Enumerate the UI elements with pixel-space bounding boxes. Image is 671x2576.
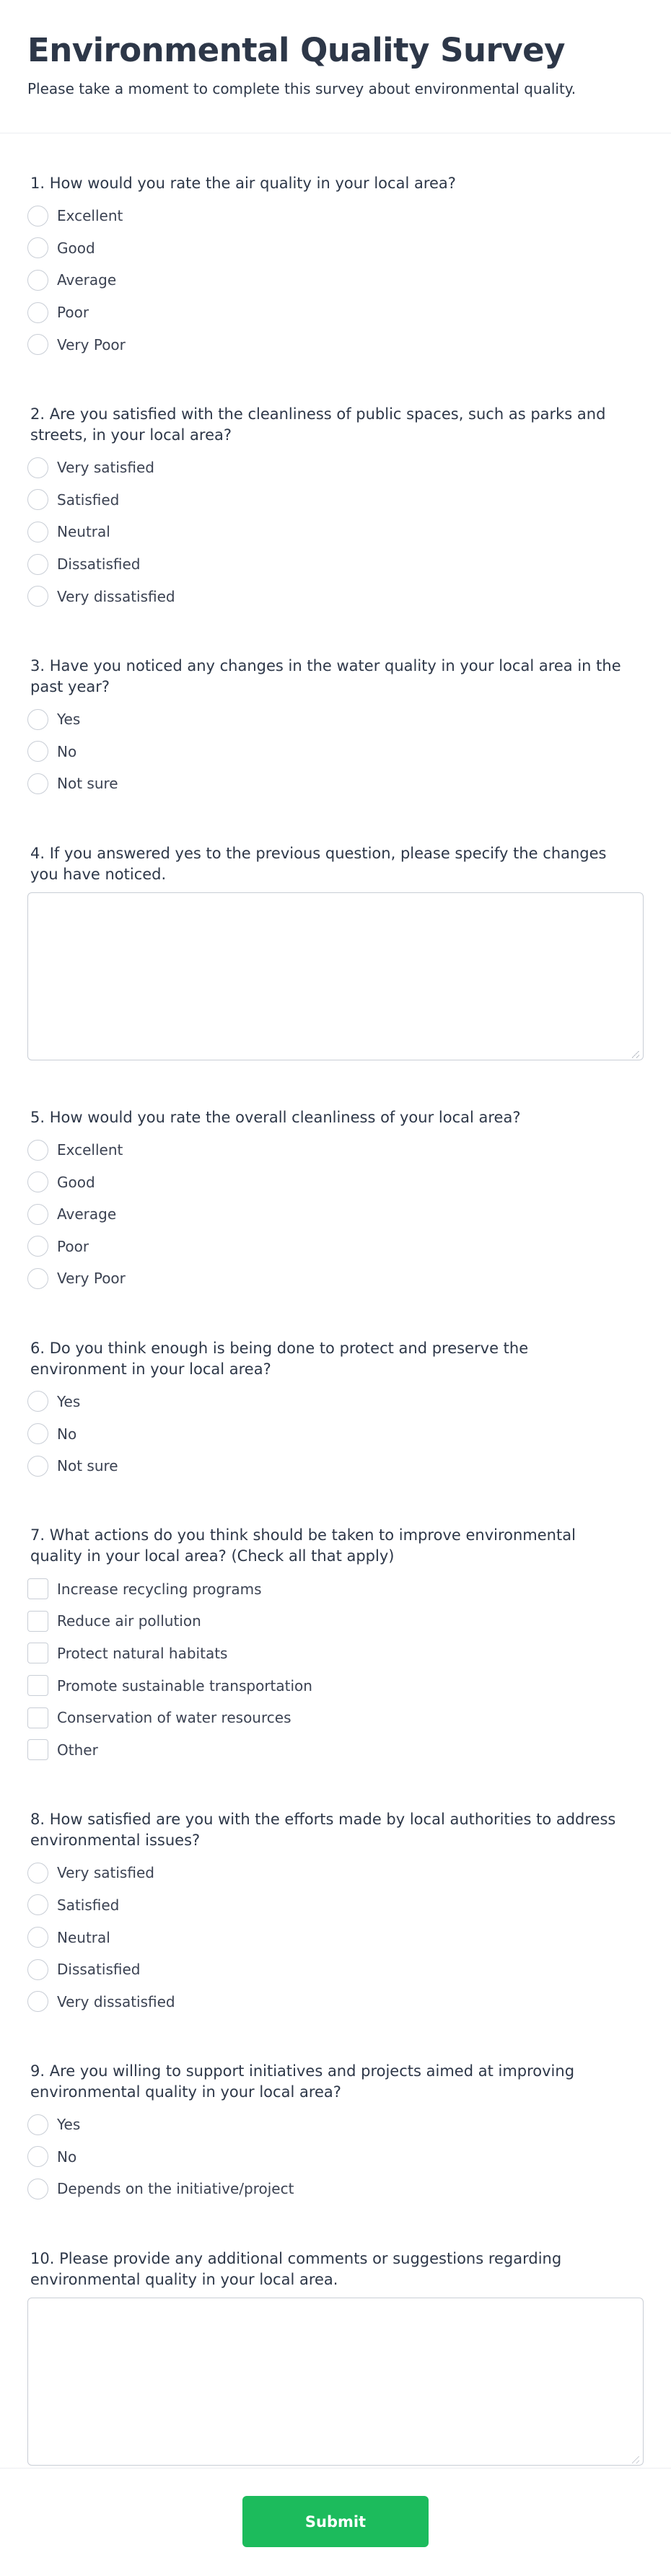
option-label: No: [57, 742, 77, 760]
radio-input[interactable]: [27, 2146, 48, 2167]
option-label: Poor: [57, 304, 89, 322]
radio-option[interactable]: [27, 1921, 644, 1953]
radio-input[interactable]: [27, 302, 48, 323]
textarea-wrapper: [27, 892, 644, 1064]
checkbox-input[interactable]: [27, 1643, 48, 1663]
survey-form: [0, 133, 671, 2469]
checkbox-option[interactable]: [27, 1733, 644, 1766]
radio-input[interactable]: [27, 2114, 48, 2135]
question-6: [27, 1338, 644, 1482]
answer-textarea[interactable]: [27, 2298, 644, 2466]
radio-option[interactable]: [27, 1166, 644, 1198]
checkbox-option[interactable]: [27, 1638, 644, 1670]
checkbox-option[interactable]: [27, 1573, 644, 1605]
radio-option[interactable]: [27, 548, 644, 581]
question-7: [27, 1525, 644, 1766]
page-subtitle: Please take a moment to complete this survey about environmental quality.: [27, 80, 576, 97]
option-label: Depends on the initiative/project: [57, 2180, 294, 2198]
option-label: Protect natural habitats: [57, 1644, 228, 1662]
option-label: Average: [57, 271, 117, 289]
option-label: No: [57, 2148, 77, 2166]
option-label: Very satisfied: [57, 1864, 154, 1882]
submit-button[interactable]: Submit: [242, 2496, 429, 2547]
radio-option[interactable]: [27, 1857, 644, 1889]
radio-input[interactable]: [27, 1959, 48, 1980]
question-1: [27, 173, 644, 361]
radio-option[interactable]: [27, 452, 644, 484]
radio-option[interactable]: [27, 1231, 644, 1263]
question-8: [27, 1809, 644, 2018]
radio-option[interactable]: [27, 1889, 644, 1922]
radio-input[interactable]: [27, 554, 48, 575]
option-label: Very satisfied: [57, 459, 154, 477]
radio-input[interactable]: [27, 1927, 48, 1948]
option-label: Not sure: [57, 1457, 118, 1475]
checkbox-input[interactable]: [27, 1707, 48, 1728]
radio-input[interactable]: [27, 489, 48, 510]
option-label: Excellent: [57, 1141, 123, 1159]
option-label: Poor: [57, 1237, 89, 1255]
radio-input[interactable]: [27, 206, 48, 227]
option-label: Yes: [57, 711, 81, 729]
question-9: [27, 2061, 644, 2205]
option-label: Other: [57, 1741, 98, 1759]
radio-option[interactable]: [27, 736, 644, 768]
radio-input[interactable]: [27, 1991, 48, 2012]
option-label: Dissatisfied: [57, 1961, 141, 1979]
option-label: Average: [57, 1205, 117, 1223]
option-label: Promote sustainable transportation: [57, 1676, 312, 1694]
option-label: Good: [57, 239, 95, 257]
radio-option[interactable]: [27, 328, 644, 361]
question-label: 9. Are you willing to support initiatives and projects aimed at improving environmental quality in your local area?: [30, 2062, 575, 2101]
option-label: Conservation of water resources: [57, 1709, 291, 1727]
radio-option[interactable]: [27, 1450, 644, 1482]
radio-input[interactable]: [27, 334, 48, 355]
radio-input[interactable]: [27, 1894, 48, 1915]
question-label: 10. Please provide any additional comments or suggestions regarding environmental quality in your local area.: [30, 2249, 562, 2288]
option-label: Neutral: [57, 1928, 110, 1946]
radio-input[interactable]: [27, 2179, 48, 2199]
radio-input[interactable]: [27, 1171, 48, 1192]
page-title: Environmental Quality Survey: [27, 31, 565, 69]
textarea-wrapper: [27, 2298, 644, 2469]
radio-input[interactable]: [27, 1456, 48, 1477]
question-label: 8. How satisfied are you with the efforts made by local authorities to address environmental issues?: [30, 1811, 616, 1850]
radio-input[interactable]: [27, 457, 48, 478]
option-label: Neutral: [57, 523, 110, 541]
question-label: 6. Do you think enough is being done to protect and preserve the environment in your local area?: [30, 1339, 529, 1378]
radio-input[interactable]: [27, 522, 48, 542]
question-label: 2. Are you satisfied with the cleanliness of public spaces, such as parks and streets, in your local area?: [30, 405, 606, 444]
radio-option[interactable]: [27, 1134, 644, 1166]
resize-grip-icon[interactable]: [632, 2456, 639, 2463]
radio-option[interactable]: [27, 516, 644, 548]
radio-option[interactable]: [27, 1417, 644, 1450]
question-label: 1. How would you rate the air quality in your local area?: [30, 175, 456, 192]
radio-option[interactable]: [27, 1386, 644, 1418]
radio-input[interactable]: [27, 1140, 48, 1161]
radio-input[interactable]: [27, 586, 48, 607]
radio-input[interactable]: [27, 1236, 48, 1257]
radio-input[interactable]: [27, 1863, 48, 1883]
radio-option[interactable]: [27, 264, 644, 296]
radio-option[interactable]: [27, 2141, 644, 2173]
question-10: [27, 2248, 644, 2469]
option-label: Excellent: [57, 207, 123, 225]
question-4: [27, 843, 644, 1064]
resize-grip-icon[interactable]: [632, 1051, 639, 1058]
option-label: No: [57, 1425, 77, 1443]
option-label: Very dissatisfied: [57, 1992, 175, 2010]
radio-option[interactable]: [27, 296, 644, 329]
option-label: Yes: [57, 2116, 81, 2134]
option-label: Dissatisfied: [57, 555, 141, 573]
radio-option[interactable]: [27, 2173, 644, 2205]
radio-option[interactable]: [27, 2109, 644, 2141]
question-2: [27, 404, 644, 612]
answer-textarea[interactable]: [27, 892, 644, 1060]
survey-header: [0, 0, 671, 133]
radio-option[interactable]: [27, 1985, 644, 2018]
option-label: Very Poor: [57, 1270, 126, 1288]
option-label: Good: [57, 1173, 95, 1191]
checkbox-input[interactable]: [27, 1578, 48, 1599]
option-label: Not sure: [57, 775, 118, 793]
checkbox-option[interactable]: [27, 1605, 644, 1638]
form-footer: [0, 2468, 671, 2576]
question-5: [27, 1107, 644, 1295]
option-label: Satisfied: [57, 1896, 120, 1914]
radio-input[interactable]: [27, 1391, 48, 1412]
radio-option[interactable]: [27, 1198, 644, 1231]
option-label: Very Poor: [57, 335, 126, 353]
question-label: 7. What actions do you think should be taken to improve environmental quality in your local area? (Check all that apply): [30, 1526, 576, 1565]
radio-option[interactable]: [27, 232, 644, 265]
option-label: Increase recycling programs: [57, 1580, 262, 1598]
checkbox-input[interactable]: [27, 1675, 48, 1696]
radio-input[interactable]: [27, 709, 48, 730]
radio-option[interactable]: [27, 1262, 644, 1295]
question-label: 4. If you answered yes to the previous question, please specify the changes you have noticed.: [30, 844, 607, 883]
radio-option[interactable]: [27, 580, 644, 612]
radio-option[interactable]: [27, 484, 644, 516]
radio-input[interactable]: [27, 270, 48, 291]
question-3: [27, 656, 644, 800]
radio-option[interactable]: [27, 703, 644, 736]
question-label: 5. How would you rate the overall cleanliness of your local area?: [30, 1108, 521, 1126]
checkbox-option[interactable]: [27, 1702, 644, 1734]
radio-input[interactable]: [27, 1423, 48, 1444]
option-label: Yes: [57, 1392, 81, 1410]
radio-option[interactable]: [27, 200, 644, 232]
option-label: Reduce air pollution: [57, 1612, 201, 1630]
radio-option[interactable]: [27, 768, 644, 800]
checkbox-input[interactable]: [27, 1739, 48, 1760]
option-label: Satisfied: [57, 491, 120, 509]
radio-input[interactable]: [27, 741, 48, 762]
radio-input[interactable]: [27, 237, 48, 258]
checkbox-option[interactable]: [27, 1669, 644, 1702]
radio-input[interactable]: [27, 773, 48, 794]
checkbox-input[interactable]: [27, 1611, 48, 1632]
radio-option[interactable]: [27, 1953, 644, 1986]
option-label: Very dissatisfied: [57, 587, 175, 605]
radio-input[interactable]: [27, 1268, 48, 1289]
question-label: 3. Have you noticed any changes in the water quality in your local area in the past year?: [30, 656, 621, 695]
radio-input[interactable]: [27, 1204, 48, 1225]
